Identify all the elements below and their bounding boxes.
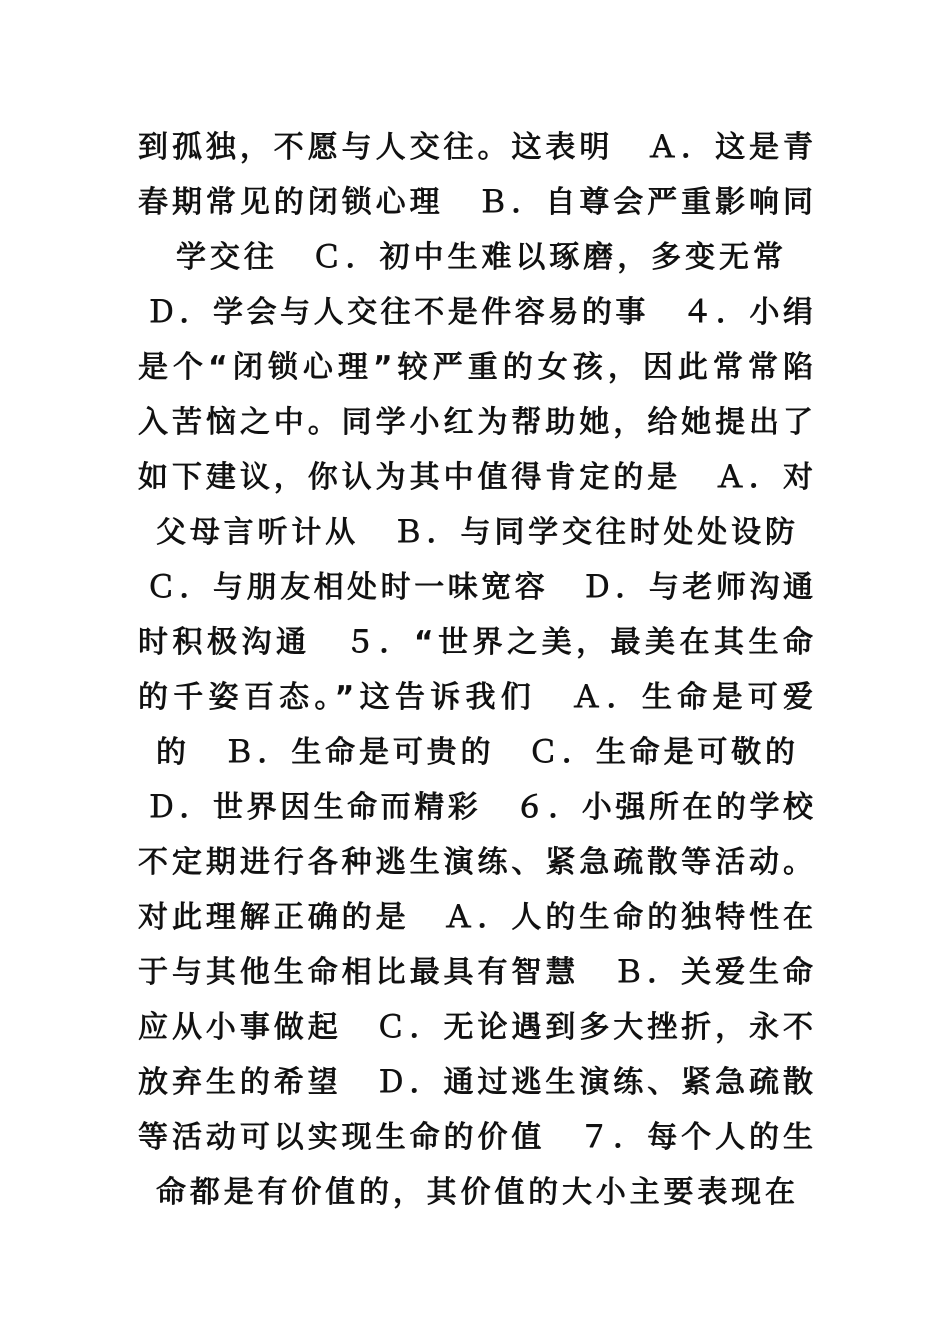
text-line-17: 应从小事做起 Ｃ．无论遇到多大挫折，永不 bbox=[138, 1010, 814, 1045]
text-line-20: 命都是有价值的，其价值的大小主要表现在 bbox=[156, 1175, 796, 1210]
text-line-6: 入苦恼之中。同学小红为帮助她，给她提出了 bbox=[138, 405, 814, 440]
text-line-2: 春期常见的闭锁心理 Ｂ．自尊会严重影响同 bbox=[138, 185, 814, 220]
text-line-3: 学交往 Ｃ．初中生难以琢磨，多变无常 bbox=[142, 240, 784, 275]
text-line-12: 的 Ｂ．生命是可贵的 Ｃ．生命是可敬的 bbox=[156, 735, 796, 770]
text-line-9: Ｃ．与朋友相处时一味宽容 Ｄ．与老师沟通 bbox=[146, 570, 814, 605]
text-line-10: 时积极沟通 ５．“世界之美，最美在其生命 bbox=[138, 625, 814, 660]
text-line-13: Ｄ．世界因生命而精彩 ６．小强所在的学校 bbox=[146, 790, 814, 825]
text-line-14: 不定期进行各种逃生演练、紧急疏散等活动。 bbox=[138, 845, 814, 880]
text-line-1: 到孤独，不愿与人交往。这表明 Ａ．这是青 bbox=[138, 130, 814, 165]
text-line-8: 父母言听计从 Ｂ．与同学交往时处处设防 bbox=[156, 515, 796, 550]
text-line-5: 是个“闭锁心理”较严重的女孩，因此常常陷 bbox=[138, 350, 814, 385]
text-line-15: 对此理解正确的是 Ａ．人的生命的独特性在 bbox=[138, 900, 814, 935]
text-line-16: 于与其他生命相比最具有智慧 Ｂ．关爱生命 bbox=[138, 955, 814, 990]
text-line-19: 等活动可以实现生命的价值 ７．每个人的生 bbox=[138, 1120, 814, 1155]
question-text-block bbox=[138, 120, 814, 1220]
text-line-4: Ｄ．学会与人交往不是件容易的事 ４．小绢 bbox=[146, 295, 814, 330]
text-line-18: 放弃生的希望 Ｄ．通过逃生演练、紧急疏散 bbox=[138, 1065, 814, 1100]
text-line-11: 的千姿百态。”这告诉我们 Ａ．生命是可爱 bbox=[138, 680, 814, 715]
text-line-7: 如下建议，你认为其中值得肯定的是 Ａ．对 bbox=[138, 460, 814, 495]
